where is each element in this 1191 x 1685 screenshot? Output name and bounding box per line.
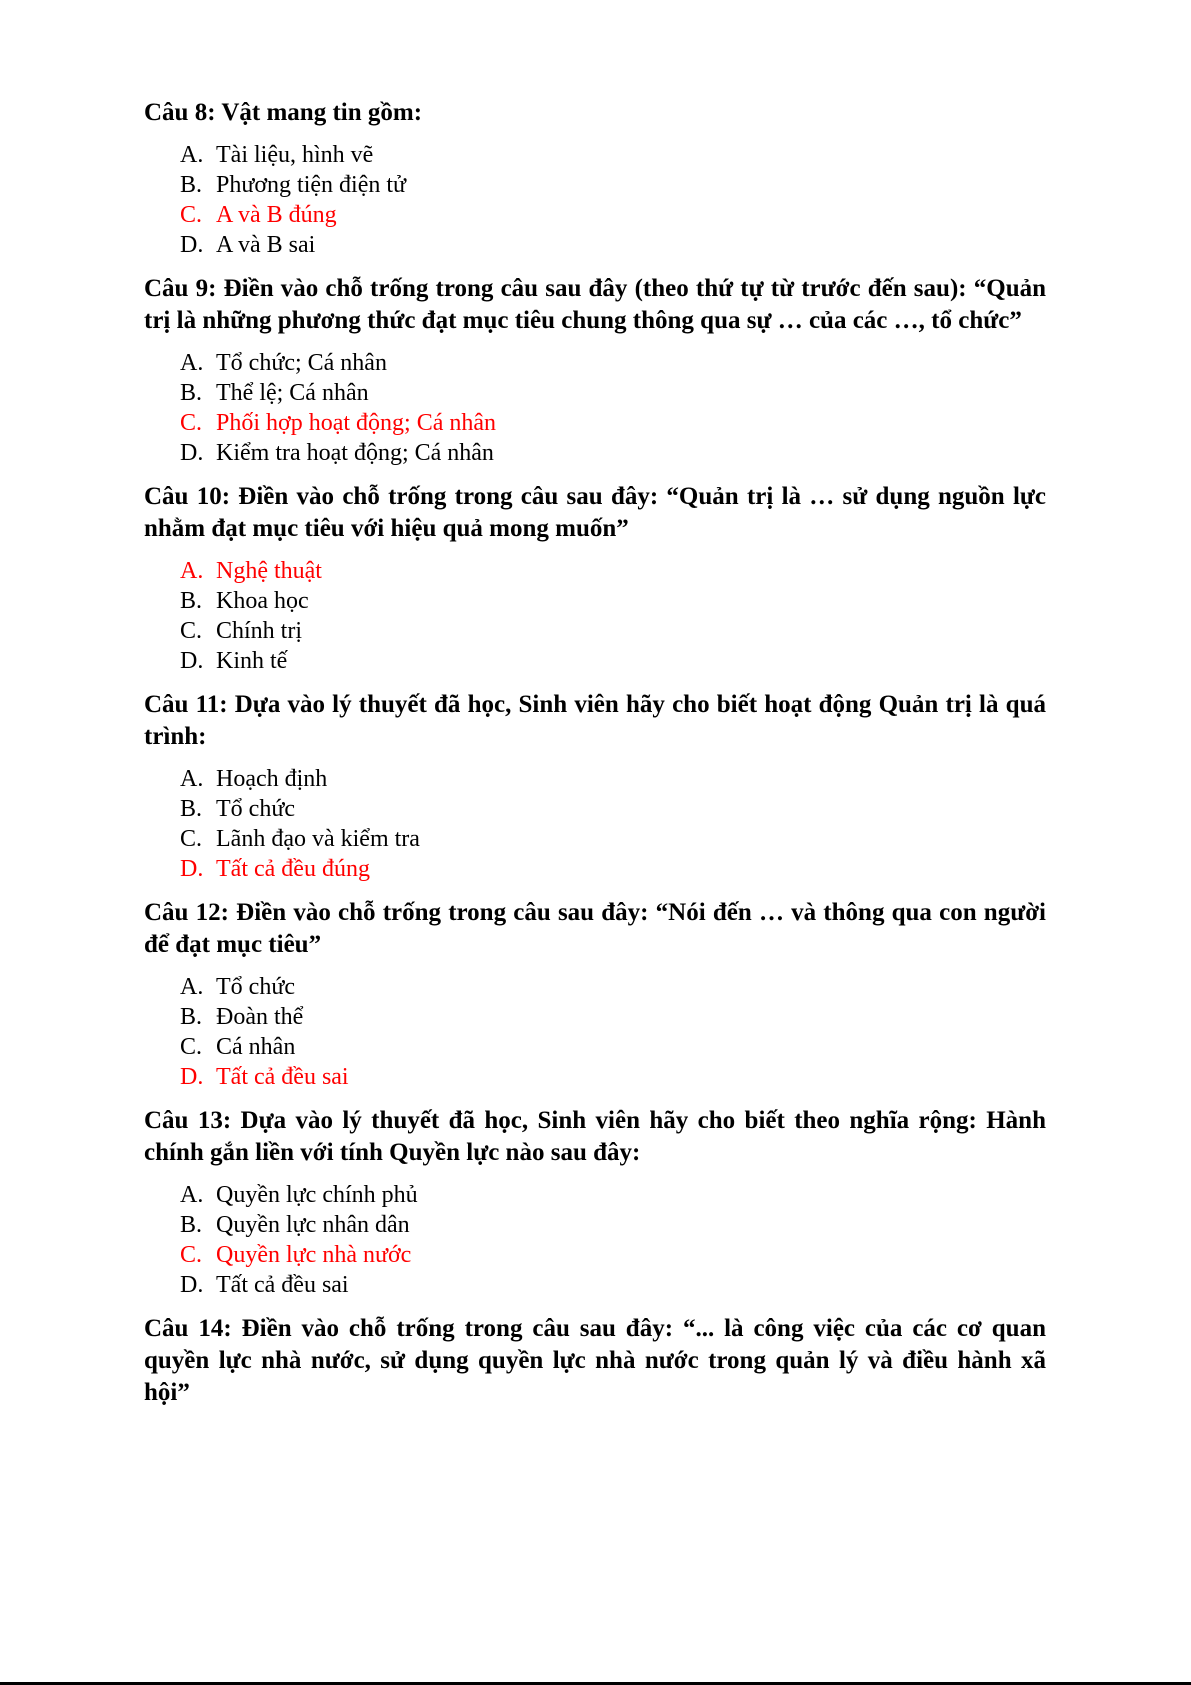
option-letter: D. [180, 440, 204, 466]
option-text: Hoạch định [216, 766, 328, 792]
answer-option [180, 794, 1046, 824]
option-text: Phương tiện điện tử [216, 172, 407, 198]
option-letter: A. [180, 558, 204, 584]
option-letter: A. [180, 1182, 204, 1208]
option-text: Nghệ thuật [216, 558, 322, 584]
option-letter: A. [180, 350, 204, 376]
option-letter: B. [180, 588, 203, 614]
option-letter: C. [180, 618, 203, 644]
answer-option [180, 1032, 1046, 1062]
option-letter: C. [180, 1242, 203, 1268]
answer-option [180, 140, 1046, 170]
answer-option [180, 586, 1046, 616]
answer-option [180, 438, 1046, 468]
option-text: Tài liệu, hình vẽ [216, 142, 374, 168]
answer-option [180, 1180, 1046, 1210]
option-text: Lãnh đạo và kiểm tra [216, 826, 420, 852]
option-letter: A. [180, 142, 204, 168]
option-letter: D. [180, 856, 204, 882]
question-block [144, 1313, 1046, 1409]
option-text: Tất cả đều sai [216, 1064, 349, 1090]
option-letter: C. [180, 826, 203, 852]
option-text: A và B sai [216, 232, 316, 258]
question-list [144, 97, 1046, 1409]
question-block [144, 273, 1046, 468]
option-text: Quyền lực chính phủ [216, 1182, 418, 1208]
question-stem: Câu 14: Điền vào chỗ trống trong câu sau đây: “... là công việc của các cơ quan quyền lực nhà nước, sử dụng quyền lực nhà nước trong quản lý và điều hành xã hội” [144, 1315, 1046, 1406]
option-letter: D. [180, 648, 204, 674]
option-text: Tất cả đều đúng [216, 856, 370, 882]
answer-option-correct [180, 1062, 1046, 1092]
option-text: Kinh tế [216, 648, 288, 674]
question-stem: Câu 8: Vật mang tin gồm: [144, 99, 423, 126]
answer-option [180, 616, 1046, 646]
option-letter: C. [180, 202, 203, 228]
question-block [144, 897, 1046, 1092]
answer-options [144, 1180, 1046, 1300]
answer-option [180, 378, 1046, 408]
answer-option [180, 824, 1046, 854]
answer-options [144, 140, 1046, 260]
answer-option-correct [180, 556, 1046, 586]
option-text: Tổ chức [216, 796, 295, 822]
answer-option-correct [180, 200, 1046, 230]
answer-option [180, 764, 1046, 794]
option-text: Tổ chức [216, 974, 295, 1000]
answer-option [180, 1002, 1046, 1032]
option-letter: D. [180, 232, 204, 258]
question-block [144, 481, 1046, 676]
answer-options [144, 972, 1046, 1092]
answer-option-correct [180, 1240, 1046, 1270]
answer-option [180, 230, 1046, 260]
option-text: Kiểm tra hoạt động; Cá nhân [216, 440, 494, 466]
option-text: Tổ chức; Cá nhân [216, 350, 387, 376]
answer-option-correct [180, 854, 1046, 884]
option-text: Khoa học [216, 588, 309, 614]
option-letter: B. [180, 1004, 203, 1030]
answer-option [180, 1210, 1046, 1240]
option-letter: D. [180, 1272, 204, 1298]
option-letter: C. [180, 410, 203, 436]
option-letter: C. [180, 1034, 203, 1060]
option-text: A và B đúng [216, 202, 337, 228]
option-text: Quyền lực nhà nước [216, 1242, 412, 1268]
option-text: Thể lệ; Cá nhân [216, 380, 369, 406]
option-letter: B. [180, 172, 203, 198]
option-text: Phối hợp hoạt động; Cá nhân [216, 410, 497, 436]
answer-option [180, 170, 1046, 200]
option-letter: D. [180, 1064, 204, 1090]
option-text: Quyền lực nhân dân [216, 1212, 410, 1238]
option-text: Chính trị [216, 618, 303, 644]
question-block [144, 689, 1046, 884]
answer-option [180, 646, 1046, 676]
answer-option [180, 972, 1046, 1002]
answer-options [144, 348, 1046, 468]
option-text: Tất cả đều sai [216, 1272, 349, 1298]
answer-options [144, 764, 1046, 884]
option-text: Cá nhân [216, 1034, 296, 1060]
question-stem: Câu 9: Điền vào chỗ trống trong câu sau đây (theo thứ tự từ trước đến sau): “Quản trị là những phương thức đạt mục tiêu chung thông qua sự … của các …, tổ chức” [144, 275, 1046, 334]
option-letter: B. [180, 380, 203, 406]
question-stem: Câu 10: Điền vào chỗ trống trong câu sau đây: “Quản trị là … sử dụng nguồn lực nhằm đạt mục tiêu với hiệu quả mong muốn” [144, 483, 1046, 542]
option-letter: A. [180, 974, 204, 1000]
document-page [144, 97, 1046, 1420]
answer-option-correct [180, 408, 1046, 438]
option-text: Đoàn thể [216, 1004, 304, 1030]
option-letter: B. [180, 1212, 203, 1238]
question-stem: Câu 12: Điền vào chỗ trống trong câu sau đây: “Nói đến … và thông qua con người để đạt mục tiêu” [144, 899, 1046, 958]
option-letter: A. [180, 766, 204, 792]
question-block [144, 1105, 1046, 1300]
question-stem: Câu 11: Dựa vào lý thuyết đã học, Sinh viên hãy cho biết hoạt động Quản trị là quá trình: [144, 691, 1046, 750]
question-block [144, 97, 1046, 260]
answer-option [180, 348, 1046, 378]
answer-option [180, 1270, 1046, 1300]
question-stem: Câu 13: Dựa vào lý thuyết đã học, Sinh viên hãy cho biết theo nghĩa rộng: Hành chính gắn liền với tính Quyền lực nào sau đây: [144, 1107, 1046, 1166]
option-letter: B. [180, 796, 203, 822]
answer-options [144, 556, 1046, 676]
